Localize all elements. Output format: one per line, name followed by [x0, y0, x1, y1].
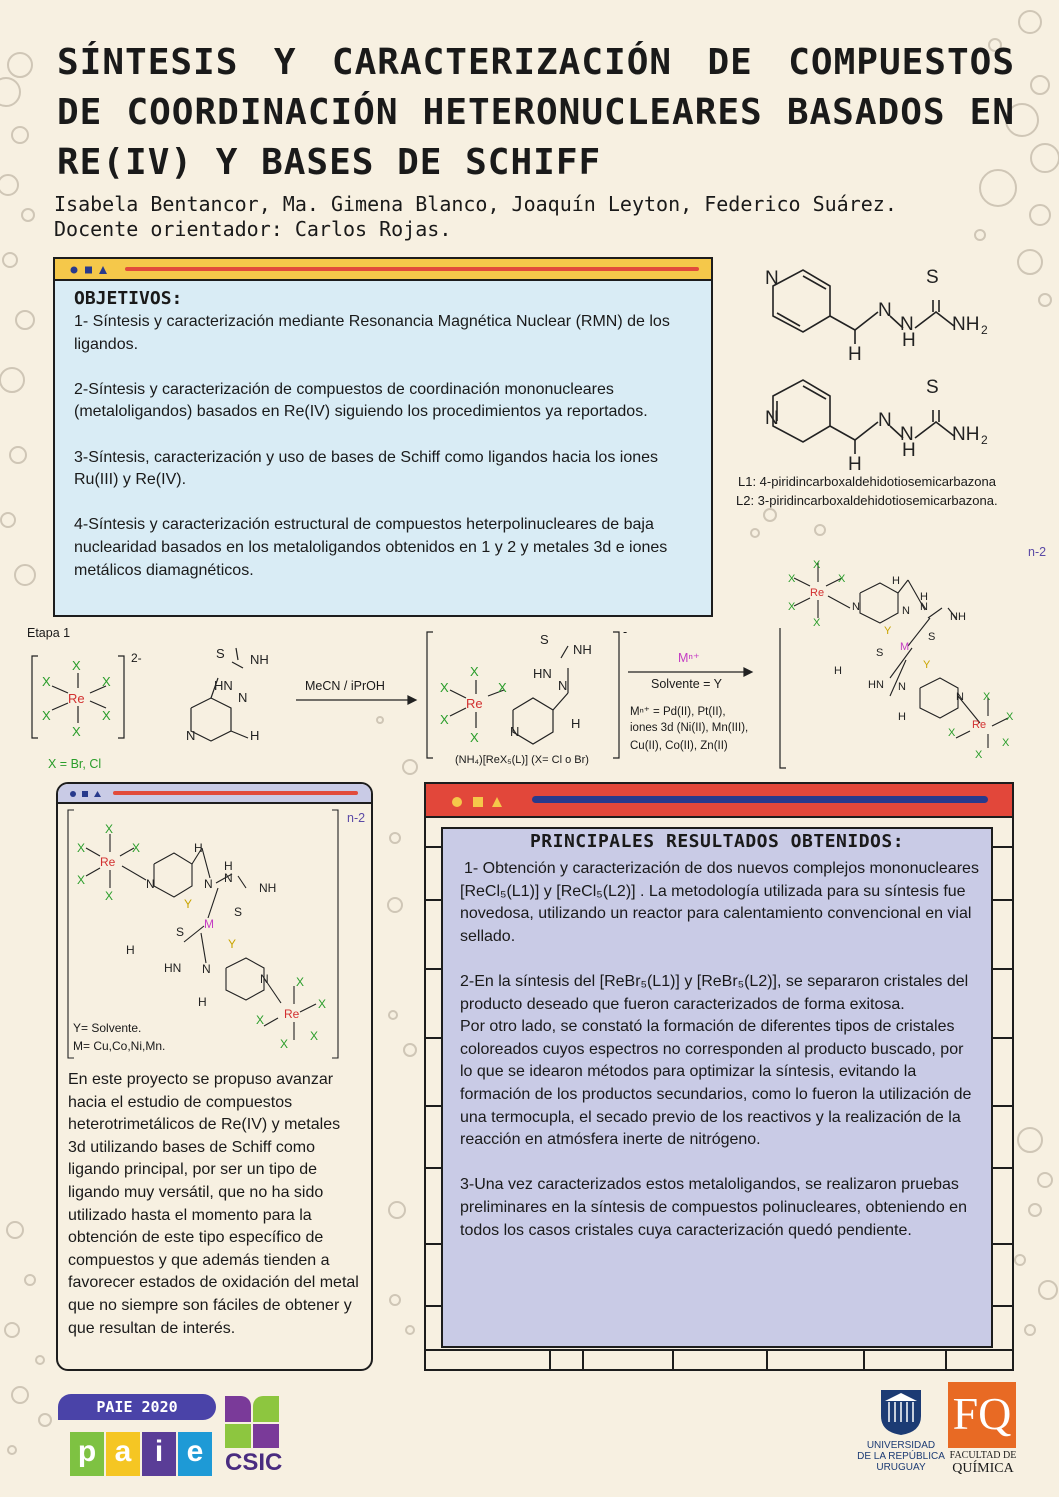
svg-text:X: X [838, 573, 846, 585]
svg-text:Y: Y [923, 659, 931, 671]
svg-text:N: N [852, 601, 860, 613]
svg-text:NH: NH [952, 424, 980, 445]
ligand-structures [740, 258, 1040, 478]
svg-text:M: M [900, 641, 910, 653]
svg-text:X: X [318, 997, 327, 1011]
svg-text:N: N [900, 314, 914, 335]
svg-text:NH: NH [952, 314, 980, 335]
window-controls-icon [450, 794, 520, 810]
product-label: (NH₄)[ReX₅(L)] (X= Cl o Br) [455, 754, 589, 766]
svg-text:X: X [948, 727, 956, 739]
svg-text:X: X [813, 617, 821, 629]
svg-text:H: H [126, 943, 135, 957]
svg-text:X: X [440, 680, 449, 695]
svg-text:X: X [42, 708, 51, 723]
svg-text:X: X [256, 1013, 265, 1027]
svg-text:HN: HN [164, 961, 182, 975]
objective-1: 1- Síntesis y caracterización mediante Resonancia Magnética Nuclear (RMN) de los ligandos. [74, 313, 670, 353]
udelar-line-1: UNIVERSIDAD [866, 1440, 936, 1451]
csic-text: CSIC [225, 1449, 283, 1476]
svg-text:NH: NH [573, 642, 592, 657]
svg-text:N: N [765, 268, 779, 289]
authors-line-2: Docente orientador: Carlos Rojas. [54, 217, 452, 241]
authors [54, 192, 897, 242]
svg-text:H: H [194, 841, 203, 855]
svg-text:X: X [498, 680, 507, 695]
svg-text:X: X [310, 1029, 319, 1043]
paie-letter-p: p [70, 1432, 104, 1476]
svg-text:Re: Re [68, 691, 85, 706]
svg-text:H: H [898, 711, 906, 723]
svg-text:N: N [900, 424, 914, 445]
svg-text:X: X [42, 674, 51, 689]
svg-text:H: H [902, 440, 916, 461]
udelar-logo [855, 1388, 947, 1478]
window-controls-icon [68, 788, 114, 800]
svg-text:N: N [146, 877, 155, 891]
svg-text:M: M [204, 917, 214, 931]
svg-text:H: H [920, 591, 928, 603]
svg-text:HN: HN [868, 679, 884, 691]
svg-text:N: N [510, 724, 520, 739]
svg-text:S: S [876, 647, 884, 659]
svg-text:X: X [440, 712, 449, 727]
stage-label: Etapa 1 [27, 626, 71, 640]
svg-text:N: N [902, 605, 910, 617]
svg-text:Re: Re [466, 696, 483, 711]
svg-text:H: H [902, 330, 916, 351]
objective-3: 3-Síntesis, caracterización y uso de bases de Schiff como ligandos hacia los iones Ru(III) y Re(IV). [74, 448, 659, 489]
svg-text:N: N [898, 681, 906, 693]
fq-line-2: QUÍMICA [952, 1461, 1014, 1476]
svg-text:H: H [892, 575, 900, 587]
udelar-line-3: URUGUAY [876, 1462, 926, 1473]
svg-text:X: X [470, 664, 479, 679]
svg-text:X: X [105, 889, 114, 903]
csic-logo [225, 1396, 283, 1480]
svg-text:HN: HN [533, 666, 552, 681]
svg-text:H: H [198, 995, 207, 1009]
svg-text:S: S [540, 632, 549, 647]
solvent-label: Solvente = Y [651, 677, 723, 691]
metal-ion-label: Mⁿ⁺ [678, 651, 700, 665]
objectives-window-bar [55, 259, 711, 281]
left-charge-n-2: n-2 [347, 811, 366, 825]
ligand-1-label: L1: 4-piridincarboxaldehidotiosemicarbazona [738, 474, 996, 489]
charge-2-minus: 2- [131, 651, 142, 665]
csic-tile-1 [225, 1396, 251, 1422]
result-2: 2-En la síntesis del [ReBr₅(L1)] y [ReBr₅(L2)], se separaron cristales del producto deseado que fueron caracterizados de forma exitosa. [460, 972, 969, 1013]
svg-text:Re: Re [100, 855, 116, 869]
result-1: 1- Obtención y caracterización de dos nuevos complejos mononucleares [ReCl₅(L1)] y [ReCl₅(L2)] . La metodología utilizada para su síntesis fue novedosa, utilizando un reactor para calentamiento convencional en vial sellado. [460, 860, 979, 945]
svg-text:HN: HN [214, 678, 233, 693]
svg-text:N: N [878, 410, 892, 431]
results-heading: PRINCIPALES RESULTADOS OBTENIDOS: [529, 831, 905, 852]
svg-text:NH: NH [950, 611, 966, 623]
svg-text:NH: NH [250, 652, 269, 667]
svg-text:X: X [72, 658, 81, 673]
svg-text:X: X [788, 601, 796, 613]
svg-text:X: X [470, 730, 479, 745]
paie-badge-text: PAIE 2020 [96, 1398, 178, 1416]
csic-tile-3 [225, 1424, 251, 1448]
university-emblem-icon [879, 1388, 923, 1436]
svg-text:N: N [920, 601, 928, 613]
authors-line-1: Isabela Bentancor, Ma. Gimena Blanco, Joaquín Leyton, Federico Suárez. [54, 192, 897, 216]
svg-text:N: N [558, 678, 568, 693]
objectives-list [74, 311, 684, 582]
objective-4: 4-Síntesis y caracterización estructural de compuestos heterpolinucleares de baja nuclearidad basados en los metaloligandos obtenidos en 1 y 2 y metales 3d e iones metálicos diamagnéticos. [74, 516, 668, 579]
svg-text:X: X [72, 724, 81, 739]
svg-text:N: N [224, 871, 233, 885]
svg-text:X: X [132, 841, 141, 855]
result-2-detail: Por otro lado, se constató la formación de diferentes tipos de cristales coloreados cuyos espectros no corresponden al producto buscado, por lo que se idearon métodos para optimizar la síntesis, evitando la formación de los productos secundarios, como lo fueron la utilización de una termocupla, el secado previo de los reactivos y la realización de la reacción en atmósfera inerte de nitrógeno. [460, 1018, 972, 1149]
svg-text:S: S [928, 631, 936, 643]
svg-text:X: X [1006, 711, 1014, 723]
svg-text:N: N [186, 728, 196, 743]
fq-line-1: FACULTAD DE [949, 1450, 1017, 1461]
svg-text:2: 2 [981, 323, 988, 337]
svg-text:N: N [765, 408, 779, 429]
svg-text:H: H [224, 859, 233, 873]
objectives-heading: OBJETIVOS: [74, 288, 183, 309]
x-definition-text: X = Br, Cl [48, 757, 102, 771]
svg-text:Re: Re [972, 719, 987, 731]
window-bar-line [113, 791, 358, 795]
svg-text:X: X [788, 573, 796, 585]
metal-list-1: Mⁿ⁺ = Pd(II), Pt(II), [630, 706, 726, 718]
svg-text:S: S [216, 646, 225, 661]
svg-text:2: 2 [981, 433, 988, 447]
fq-mark [948, 1382, 1016, 1448]
svg-text:X: X [102, 674, 111, 689]
svg-text:Y: Y [184, 897, 193, 911]
svg-text:N: N [202, 962, 211, 976]
result-3: 3-Una vez caracterizados estos metaloligandos, se realizaron pruebas preliminares en la síntesis de compuestos polinucleares, obteniendo en todos los casos cristales cuya caracterización quedó pendiente. [460, 1176, 967, 1239]
svg-text:X: X [105, 822, 114, 836]
svg-text:H: H [834, 665, 842, 677]
svg-text:X: X [77, 841, 86, 855]
paie-badge [58, 1394, 216, 1420]
metal-list-2: iones 3d (Ni(II), Mn(III), [630, 722, 749, 734]
svg-text:Re: Re [284, 1007, 300, 1021]
objective-2: 2-Síntesis y caracterización de compuestos de coordinación mononucleares (metaloligandos) basados en Re(IV) siguiendo los procedimientos ya reportados. [74, 380, 648, 421]
legend-y: Y= Solvente. [73, 1021, 142, 1035]
svg-text:H: H [848, 454, 862, 475]
svg-text:X: X [1002, 737, 1010, 749]
trinuclear-structure-top [780, 548, 1030, 763]
charge-minus: - [623, 625, 628, 639]
svg-text:X: X [975, 749, 983, 761]
results-text [460, 858, 980, 1242]
charge-n-2: n-2 [1028, 545, 1047, 559]
project-description: En este proyecto se propuso avanzar hacia el estudio de compuestos heterotrimetálicos de Re(IV) y metales 3d utilizando bases de Schiff como ligando principal, por ser un tipo de ligando muy versátil, que no ha sido utilizado hasta el momento para la obtención de este tipo específico de compuestos y que además tienden a favorecer estados de oxidación del metal que no siempre son fáciles de obtener y que resultan de interés. [68, 1071, 359, 1337]
project-window-bar [58, 784, 371, 804]
fq-logo [948, 1382, 1018, 1478]
svg-text:N: N [204, 877, 213, 891]
svg-text:X: X [983, 691, 991, 703]
svg-text:S: S [176, 925, 185, 939]
svg-text:X: X [296, 975, 305, 989]
reaction-scheme [28, 628, 788, 778]
metal-list-3: Cu(II), Co(II), Zn(II) [630, 740, 728, 752]
udelar-line-2: DE LA REPÚBLICA [857, 1451, 945, 1462]
legend-m: M= Cu,Co,Ni,Mn. [73, 1039, 166, 1053]
svg-text:H: H [571, 716, 581, 731]
results-window-bar [426, 784, 1012, 818]
x-definition [48, 757, 101, 771]
reaction-conditions: MeCN / iPrOH [305, 679, 385, 693]
paie-letter-e: e [178, 1432, 212, 1476]
svg-text:S: S [926, 267, 939, 288]
svg-text:H: H [848, 344, 862, 365]
csic-tile-4 [253, 1424, 279, 1448]
svg-text:X: X [77, 873, 86, 887]
svg-text:Y: Y [884, 625, 892, 637]
svg-text:N: N [956, 691, 964, 703]
svg-text:Y: Y [228, 937, 237, 951]
poster-title: SÍNTESIS Y CARACTERIZACIÓN DE COMPUESTOS DE COORDINACIÓN HETERONUCLEARES BASADOS EN RE(IV) Y BASES DE SCHIFF [57, 42, 1015, 183]
svg-text:S: S [926, 377, 939, 398]
fq-mark-text: FQ [952, 1388, 1012, 1439]
svg-text:X: X [102, 708, 111, 723]
svg-text:Re: Re [810, 587, 825, 599]
svg-text:X: X [813, 559, 821, 571]
window-bar-line [125, 267, 699, 271]
svg-text:S: S [234, 905, 243, 919]
window-controls-icon [69, 264, 119, 276]
window-bar-line [532, 796, 988, 803]
svg-text:N: N [878, 300, 892, 321]
csic-tile-2 [253, 1396, 279, 1422]
svg-text:N: N [238, 690, 248, 705]
ligand-2-label: L2: 3-piridincarboxaldehidotiosemicarbazona. [736, 493, 998, 508]
paie-letter-i: i [142, 1432, 176, 1476]
svg-text:H: H [250, 728, 260, 743]
paie-letter-a: a [106, 1432, 140, 1476]
svg-text:X: X [280, 1037, 289, 1051]
svg-text:NH: NH [259, 881, 277, 895]
svg-text:N: N [260, 972, 269, 986]
